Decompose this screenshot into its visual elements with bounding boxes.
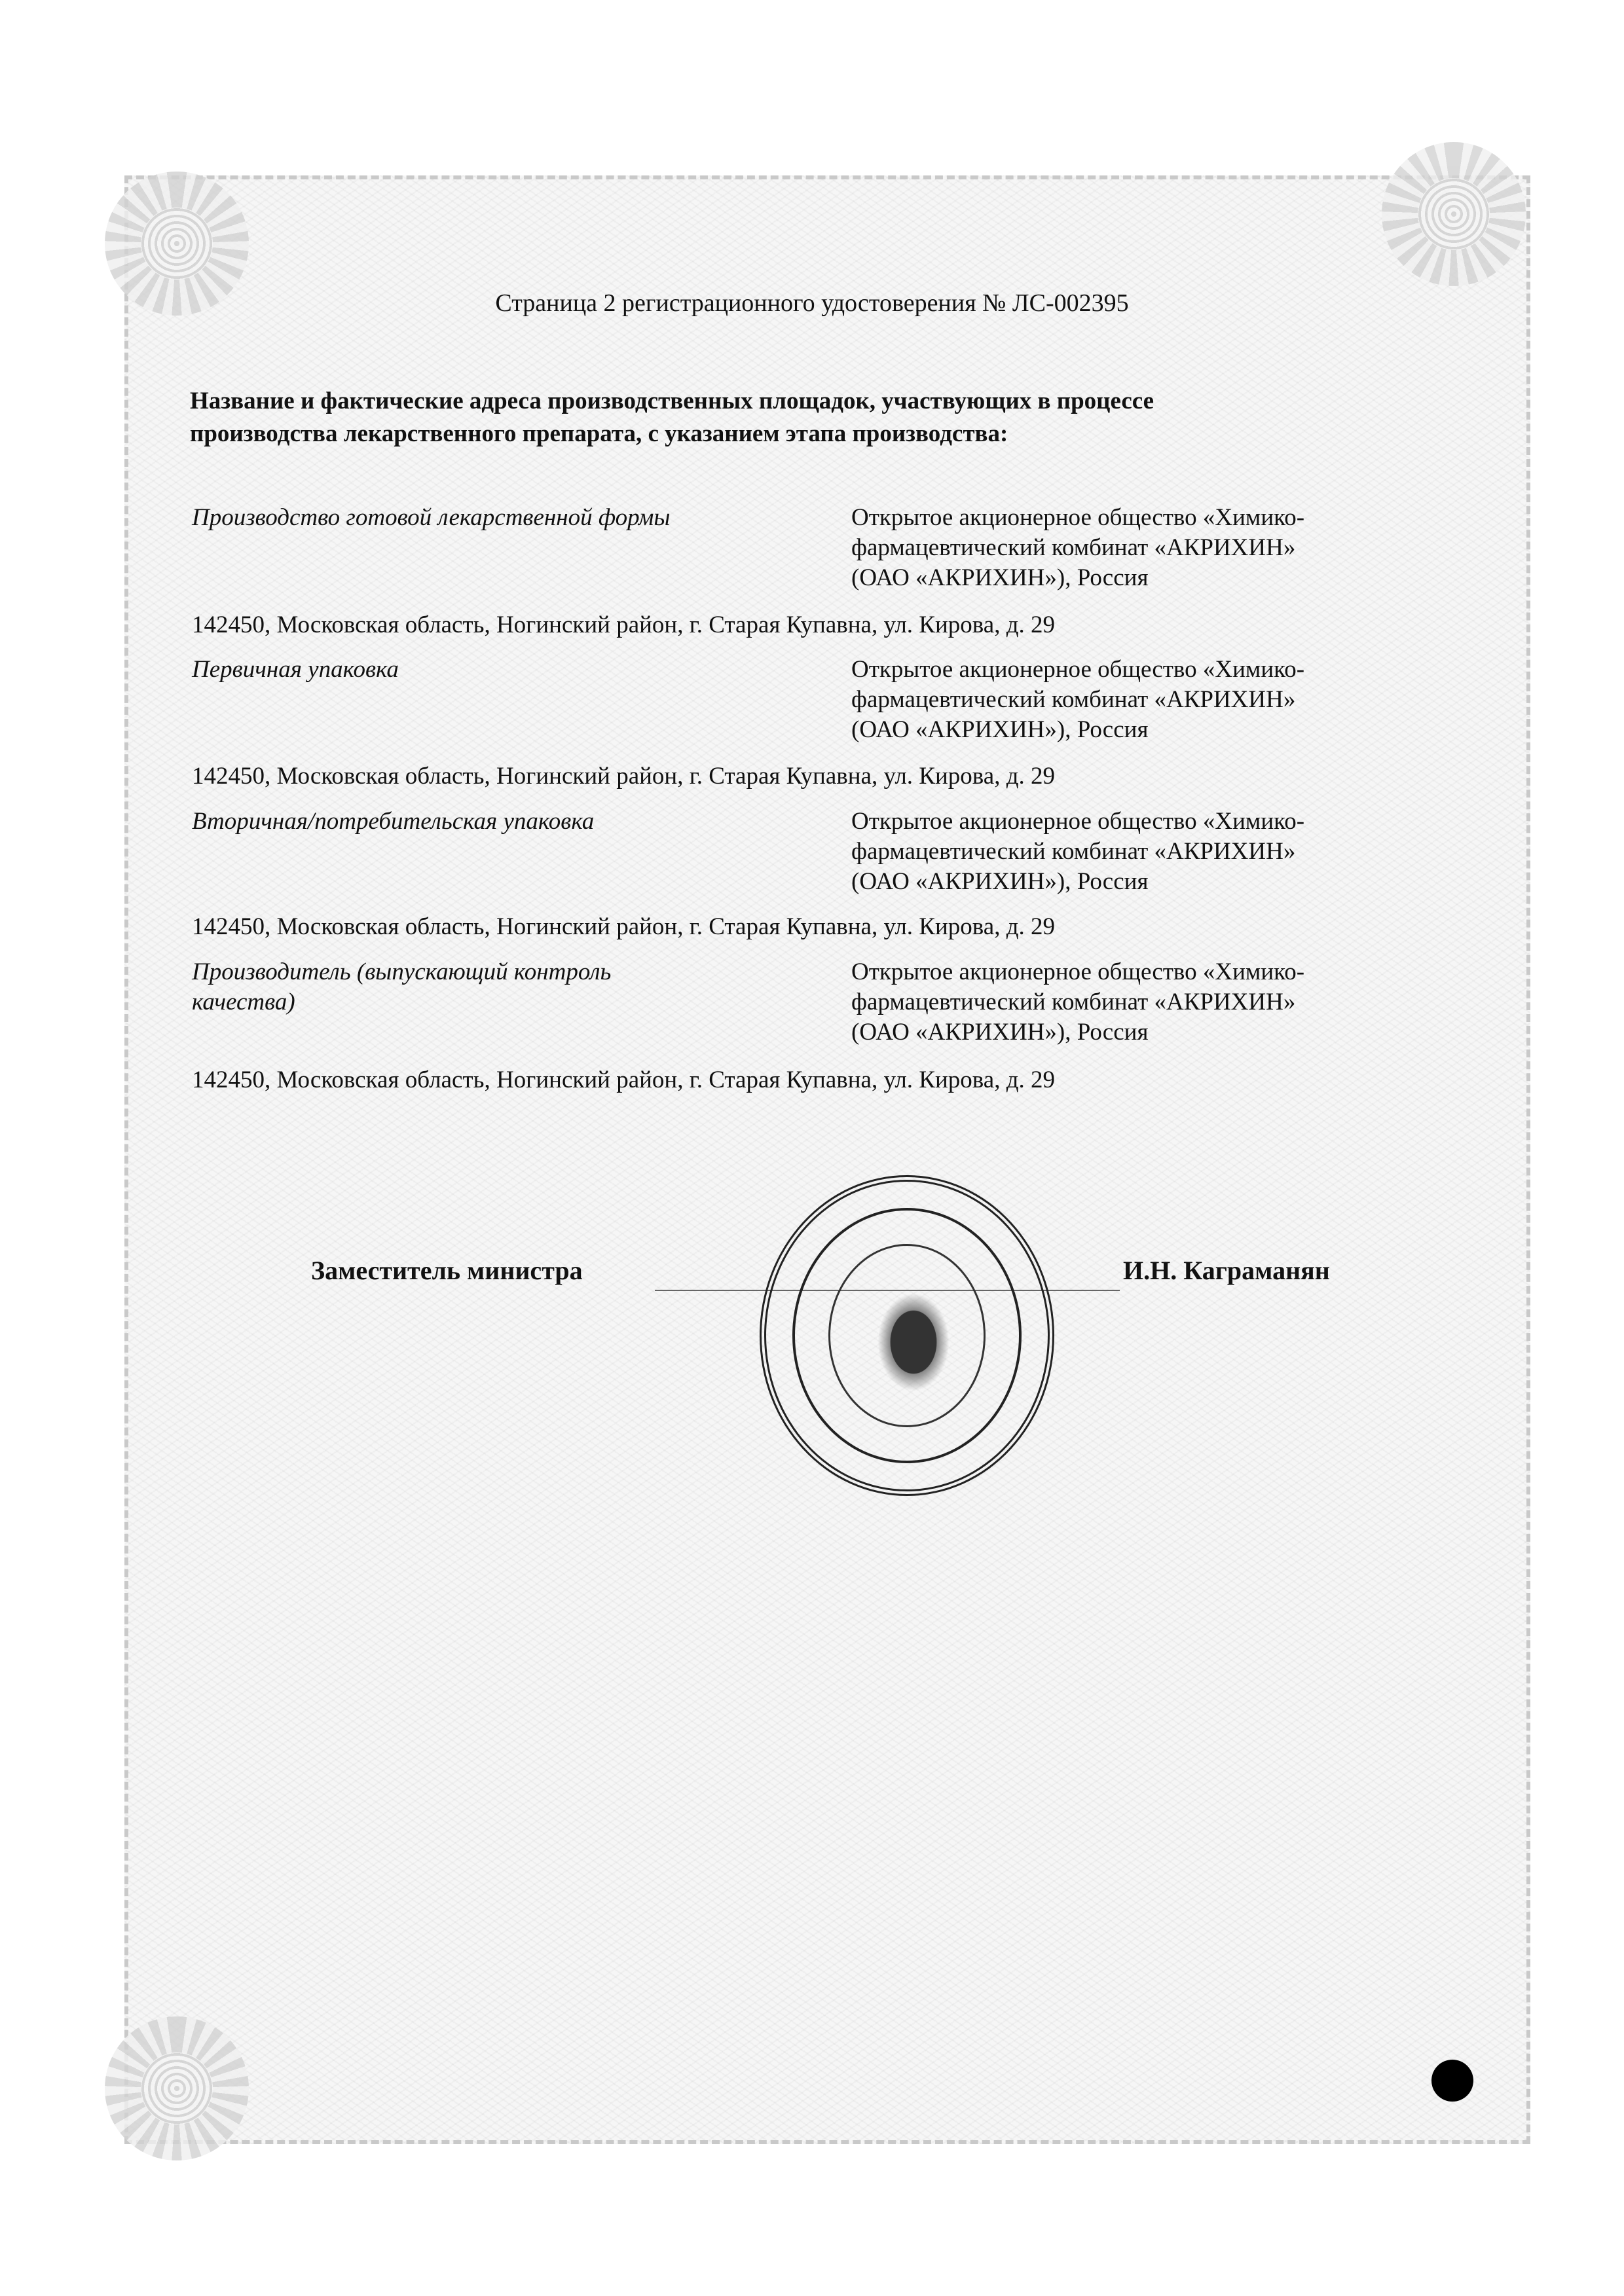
official-stamp: [760, 1175, 1054, 1496]
certificate-background: [124, 175, 1530, 2144]
organization: [851, 655, 1304, 745]
org-line: Открытое акционерное общество «Химико-: [851, 808, 1305, 835]
org-line: фармацевтический комбинат «АКРИХИН»: [851, 686, 1296, 713]
section-title-line: Название и фактические адреса производственных площадок, участвующих в процессе: [190, 388, 1154, 414]
organization: [851, 503, 1304, 593]
org-line: (ОАО «АКРИХИН»), Россия: [851, 564, 1149, 591]
address: 142450, Московская область, Ногинский район, г. Старая Купавна, ул. Кирова, д. 29: [192, 763, 1056, 790]
organization: [851, 957, 1304, 1048]
rosette-ornament-top-right: [1382, 142, 1526, 286]
stage-label: Первичная упаковка: [192, 656, 399, 683]
rosette-ornament-bottom-left: [105, 2016, 249, 2160]
coat-of-arms-icon: [877, 1293, 950, 1391]
signatory-position: Заместитель министра: [311, 1256, 583, 1285]
org-line: (ОАО «АКРИХИН»), Россия: [851, 1019, 1149, 1046]
organization: [851, 807, 1304, 897]
org-line: фармацевтический комбинат «АКРИХИН»: [851, 989, 1296, 1015]
org-line: Открытое акционерное общество «Химико-: [851, 504, 1305, 531]
black-dot-mark: [1431, 2060, 1473, 2102]
page-header: Страница 2 регистрационного удостоверения № ЛС-002395: [495, 289, 1129, 317]
stage-label-line: Производитель (выпускающий контроль: [192, 958, 612, 985]
org-line: (ОАО «АКРИХИН»), Россия: [851, 868, 1149, 895]
org-line: фармацевтический комбинат «АКРИХИН»: [851, 534, 1296, 561]
address: 142450, Московская область, Ногинский район, г. Старая Купавна, ул. Кирова, д. 29: [192, 913, 1056, 940]
org-line: Открытое акционерное общество «Химико-: [851, 656, 1305, 683]
stage-label: Производство готовой лекарственной формы: [192, 504, 671, 531]
org-line: Открытое акционерное общество «Химико-: [851, 958, 1305, 985]
stage-label: Вторичная/потребительская упаковка: [192, 808, 595, 835]
signatory-name: И.Н. Каграманян: [1123, 1256, 1330, 1285]
org-line: (ОАО «АКРИХИН»), Россия: [851, 716, 1149, 743]
section-title-line: производства лекарственного препарата, с указанием этапа производства:: [190, 420, 1008, 447]
address: 142450, Московская область, Ногинский район, г. Старая Купавна, ул. Кирова, д. 29: [192, 1066, 1056, 1093]
stage-label: [192, 957, 611, 1017]
stage-label-line: качества): [192, 989, 295, 1015]
section-title: [190, 385, 1154, 450]
org-line: фармацевтический комбинат «АКРИХИН»: [851, 838, 1296, 865]
address: 142450, Московская область, Ногинский район, г. Старая Купавна, ул. Кирова, д. 29: [192, 611, 1056, 638]
